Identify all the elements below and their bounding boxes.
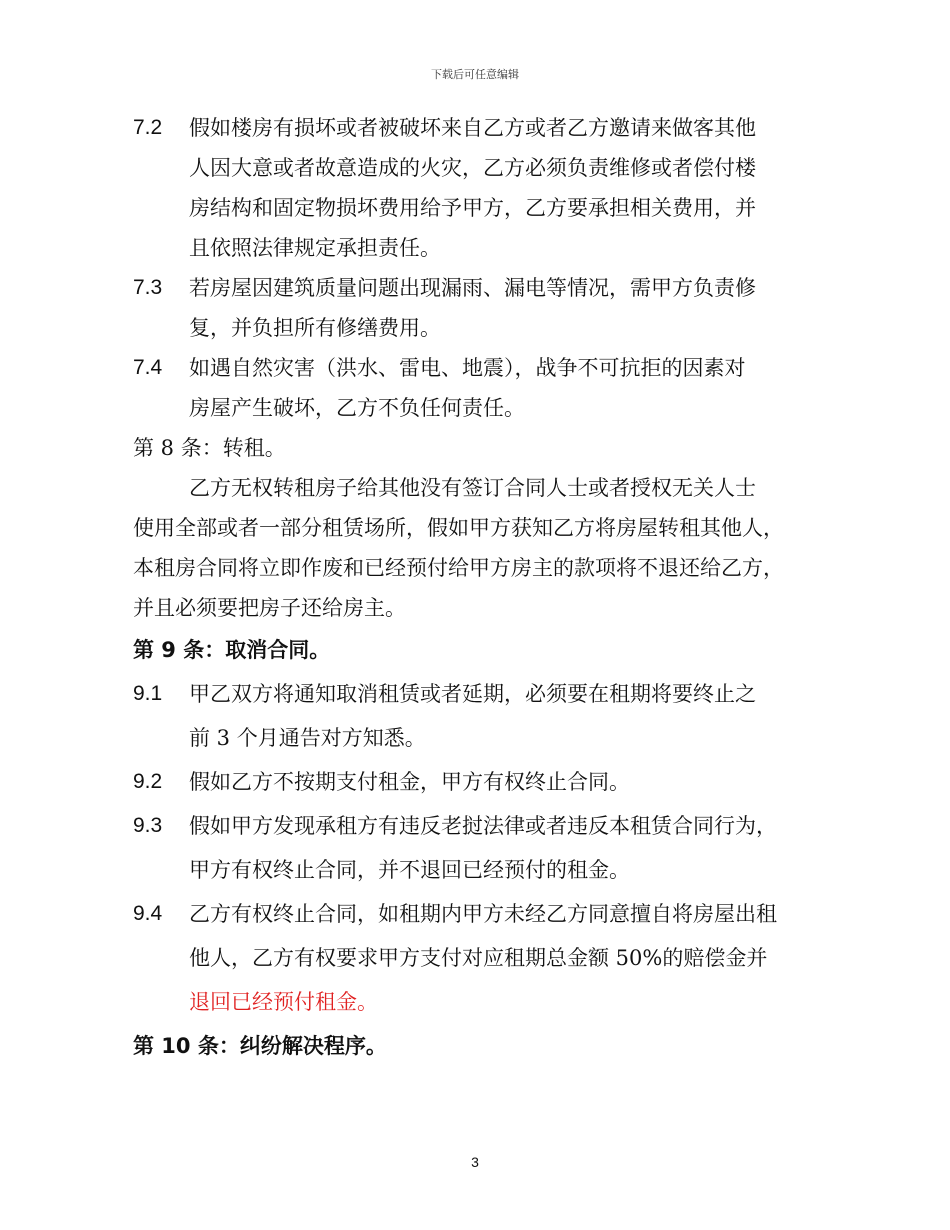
clause-line: 前 3 个月通告对方知悉。 (189, 726, 426, 750)
clause-number: 7.3 (133, 276, 163, 299)
paragraph-line: 乙方无权转租房子给其他没有签订合同人士或者授权无关人士 (189, 476, 756, 500)
section-8-paragraph (133, 468, 853, 628)
clause-line: 他人，乙方有权要求甲方支付对应租期总金额 50%的赔偿金并 (189, 946, 768, 970)
clause-number: 7.4 (133, 356, 163, 379)
clause-line: 甲方有权终止合同，并不退回已经预付的租金。 (189, 858, 630, 882)
clause-line: 假如乙方不按期支付租金，甲方有权终止合同。 (189, 770, 630, 794)
clause-line (189, 980, 853, 1024)
clause-line: 如遇自然灾害（洪水、雷电、地震），战争不可抗拒的因素对 (189, 356, 746, 380)
clause-7-2 (133, 108, 853, 268)
clause-number: 9.3 (133, 814, 163, 837)
paragraph-line: 使用全部或者一部分租赁场所，假如甲方获知乙方将房屋转租其他人， (133, 516, 784, 540)
clause-number: 9.4 (133, 902, 163, 925)
clause-number: 9.2 (133, 770, 163, 793)
clause-line: 且依照法律规定承担责任。 (189, 236, 441, 260)
paragraph-line: 并且必须要把房子还给房主。 (133, 596, 406, 620)
clause-number: 7.2 (133, 116, 163, 139)
clause-9-3 (133, 804, 853, 892)
clause-line: 复，并负担所有修缮费用。 (189, 316, 441, 340)
section-10-title: 第 10 条：纠纷解决程序。 (133, 1034, 387, 1058)
section-8-title: 第 8 条：转租。 (133, 436, 286, 460)
page-number: 3 (471, 1154, 479, 1170)
clause-line: 甲乙双方将通知取消租赁或者延期，必须要在租期将要终止之 (189, 682, 756, 706)
clause-line: 房屋产生破坏，乙方不负任何责任。 (189, 396, 525, 420)
paragraph-line: 本租房合同将立即作废和已经预付给甲方房主的款项将不退还给乙方， (133, 556, 784, 580)
clause-number: 9.1 (133, 682, 163, 705)
clause-7-3 (133, 268, 853, 348)
clause-line: 房结构和固定物损坏费用给予甲方，乙方要承担相关费用，并 (189, 196, 756, 220)
clause-7-4 (133, 348, 853, 428)
clause-line: 乙方有权终止合同，如租期内甲方未经乙方同意擅自将房屋出租 (189, 902, 777, 926)
clause-line: 人因大意或者故意造成的火灾，乙方必须负责维修或者偿付楼 (189, 156, 756, 180)
clause-line: 假如楼房有损坏或者被破坏来自乙方或者乙方邀请来做客其他 (189, 116, 756, 140)
highlighted-text: 退回已经预付租金。 (189, 990, 378, 1014)
clause-line: 假如甲方发现承租方有违反老挝法律或者违反本租赁合同行为， (189, 814, 777, 838)
page-header: 下载后可任意编辑 (431, 68, 519, 81)
clause-9-1 (133, 672, 853, 760)
section-9-title: 第 9 条：取消合同。 (133, 638, 331, 662)
clause-line: 若房屋因建筑质量问题出现漏雨、漏电等情况，需甲方负责修 (189, 276, 756, 300)
clause-9-4 (133, 892, 853, 1024)
document-body (133, 108, 853, 1068)
clause-9-2 (133, 760, 853, 804)
